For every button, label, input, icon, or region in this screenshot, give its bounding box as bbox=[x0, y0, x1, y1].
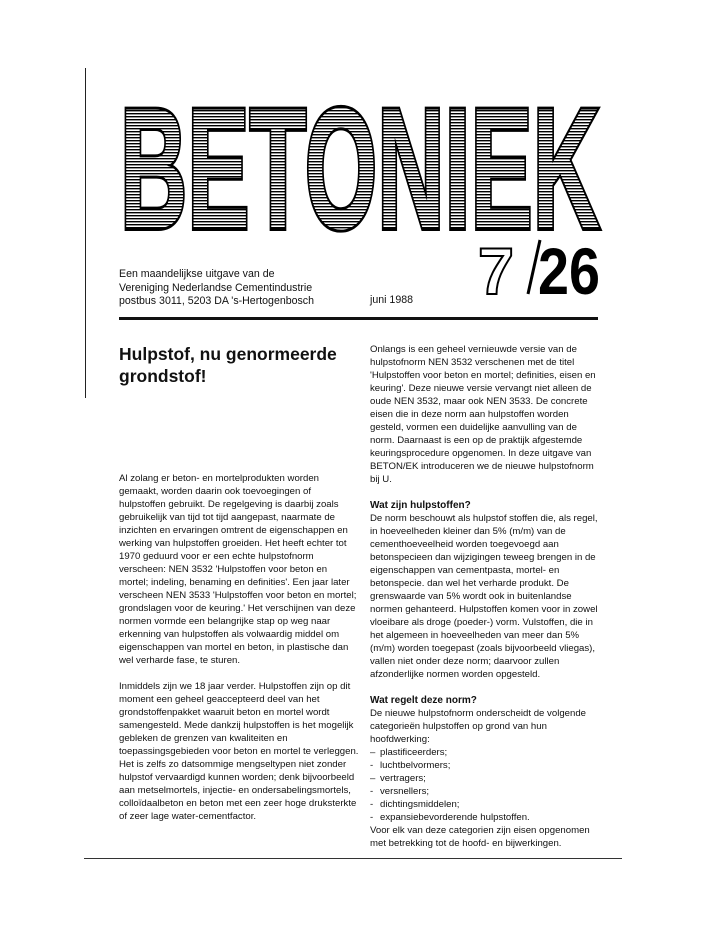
category-list bbox=[370, 746, 600, 824]
list-item: – vertragers; bbox=[370, 773, 426, 784]
footer-rule bbox=[84, 858, 622, 859]
masthead-logo bbox=[117, 73, 604, 265]
left-column bbox=[119, 472, 359, 823]
header-rule bbox=[119, 317, 598, 320]
list-item: - dichtingsmiddelen; bbox=[370, 799, 460, 810]
list-item: - expansiebevorderende hulpstoffen. bbox=[370, 812, 530, 823]
list-item: - luchtbelvormers; bbox=[370, 760, 451, 771]
intro-paragraph: Onlangs is een geheel vernieuwde versie van de hulpstofnorm NEN 3532 verschenen met de titel 'Hulpstoffen voor beton en mortel; definities, eisen en keuring'. Deze nieuwe versie vervangt niet alleen de oude NEN 3532, maar ook NEN 3533. De concrete eisen die in deze norm aan hulpstoffen worden gesteld, vormen een duidelijke aanvulling van de norm. Daarnaast is een op de praktijk afgestemde keuringsprocedure opgenomen. In deze uitgave van BETON/EK introduceren we de nieuwe hulpstofnorm bij U. bbox=[370, 344, 596, 485]
publisher-line: Vereniging Nederlandse Cementindustrie bbox=[119, 281, 313, 294]
right-column bbox=[370, 343, 600, 850]
publisher-line: Een maandelijkse uitgave van de bbox=[119, 268, 275, 280]
body-paragraph: De nieuwe hulpstofnorm onderscheidt de volgende categorieën hulpstoffen op grond van hun hoofdwerking: bbox=[370, 708, 586, 745]
body-paragraph: De norm beschouwt als hulpstof stoffen die, als regel, in hoeveelheden kleiner dan 5% (m/m) van de cementhoeveelheid worden toegevoegd aan betonspecieen dan wijzigingen teweeg brengen in de eigenschappen van cementpasta, mortel- en betonspecie. dan wel het verharde produkt. De grenswaarde van 5% wordt ook in buitenlandse normen gehanteerd. Hulpstoffen komen voor in zowel vloeibare als droge (poeder-) vorm. Vulstoffen, die in het algemeen in hoeveelheden van meer dan 5% (m/m) worden toegepast (zoals bijvoorbeeld vliegas), vallen niet onder deze norm; daarvoor zullen afzonderlijke normen worden opgesteld. bbox=[370, 513, 598, 680]
list-item: - versnellers; bbox=[370, 786, 430, 797]
article-title: Hulpstof, nu genormeerde grondstof! bbox=[119, 344, 337, 386]
publisher-address: postbus 3011, 5203 DA 's-Hertogenbosch bbox=[119, 295, 314, 307]
body-paragraph: Voor elk van deze categorien zijn eisen opgenomen met betrekking tot de hoofd- en bijwerkingen. bbox=[370, 825, 590, 849]
issue-number-outline: 7 bbox=[478, 234, 514, 308]
body-paragraph: Inmiddels zijn we 18 jaar verder. Hulpstoffen zijn op dit moment een geheel geaccepteerd deel van het grondstoffenpakket waaruit beton en mortel wordt samengesteld. Mede dankzij hulpstoffen is het mogelijk gebleken de grenzen van kwaliteiten en toepassingsgebieden voor beton en mortel te verleggen. Het is zelfs zo datsommige mengseltypen niet zonder hulpstof vervaardigd kunnen worden; denk bijvoorbeeld aan metselmortels, injectie- en ondersabelingsmortels, colloïdaalbeton en beton met een zeer hoge druksterkte of zeer lage water-cementfactor. bbox=[119, 681, 359, 822]
issue-total: 26 bbox=[538, 234, 600, 308]
masthead-title: BETONIEK bbox=[120, 73, 600, 265]
section-heading: Wat zijn hulpstoffen? bbox=[370, 500, 471, 511]
margin-rule bbox=[85, 68, 86, 398]
publisher-info bbox=[119, 268, 359, 309]
body-paragraph: Al zolang er beton- en mortelprodukten worden gemaakt, worden daarin ook toevoegingen of hulpstoffen gebruikt. De regelgeving is daarbij zoals gebruikelijk van tijd tot tijd aangepast, naarmate de inzichten en ervaringen omtrent de eigenschappen en werking van hulpstoffen groeiden. Het heeft echter tot 1970 geduurd voor er een echte hulpstofnorm verscheen: NEN 3532 'Hulpstoffen voor beton en mortel; indeling, benaming en definities'. Een jaar later verscheen NEN 3533 'Hulpstoffen voor beton en mortel; grondslagen voor de keuring.' Het verschijnen van deze normen vormde een belangrijke stap op weg naar erkenning van hulpstoffen als volwaardig middel om eigenschappen van mortel en beton, in plastische dan wel verharde fase, te sturen. bbox=[119, 473, 357, 666]
section-heading: Wat regelt deze norm? bbox=[370, 695, 477, 706]
issue-date: juni 1988 bbox=[370, 294, 414, 306]
issue-number bbox=[476, 234, 601, 308]
list-item: – plastificeerders; bbox=[370, 747, 448, 758]
